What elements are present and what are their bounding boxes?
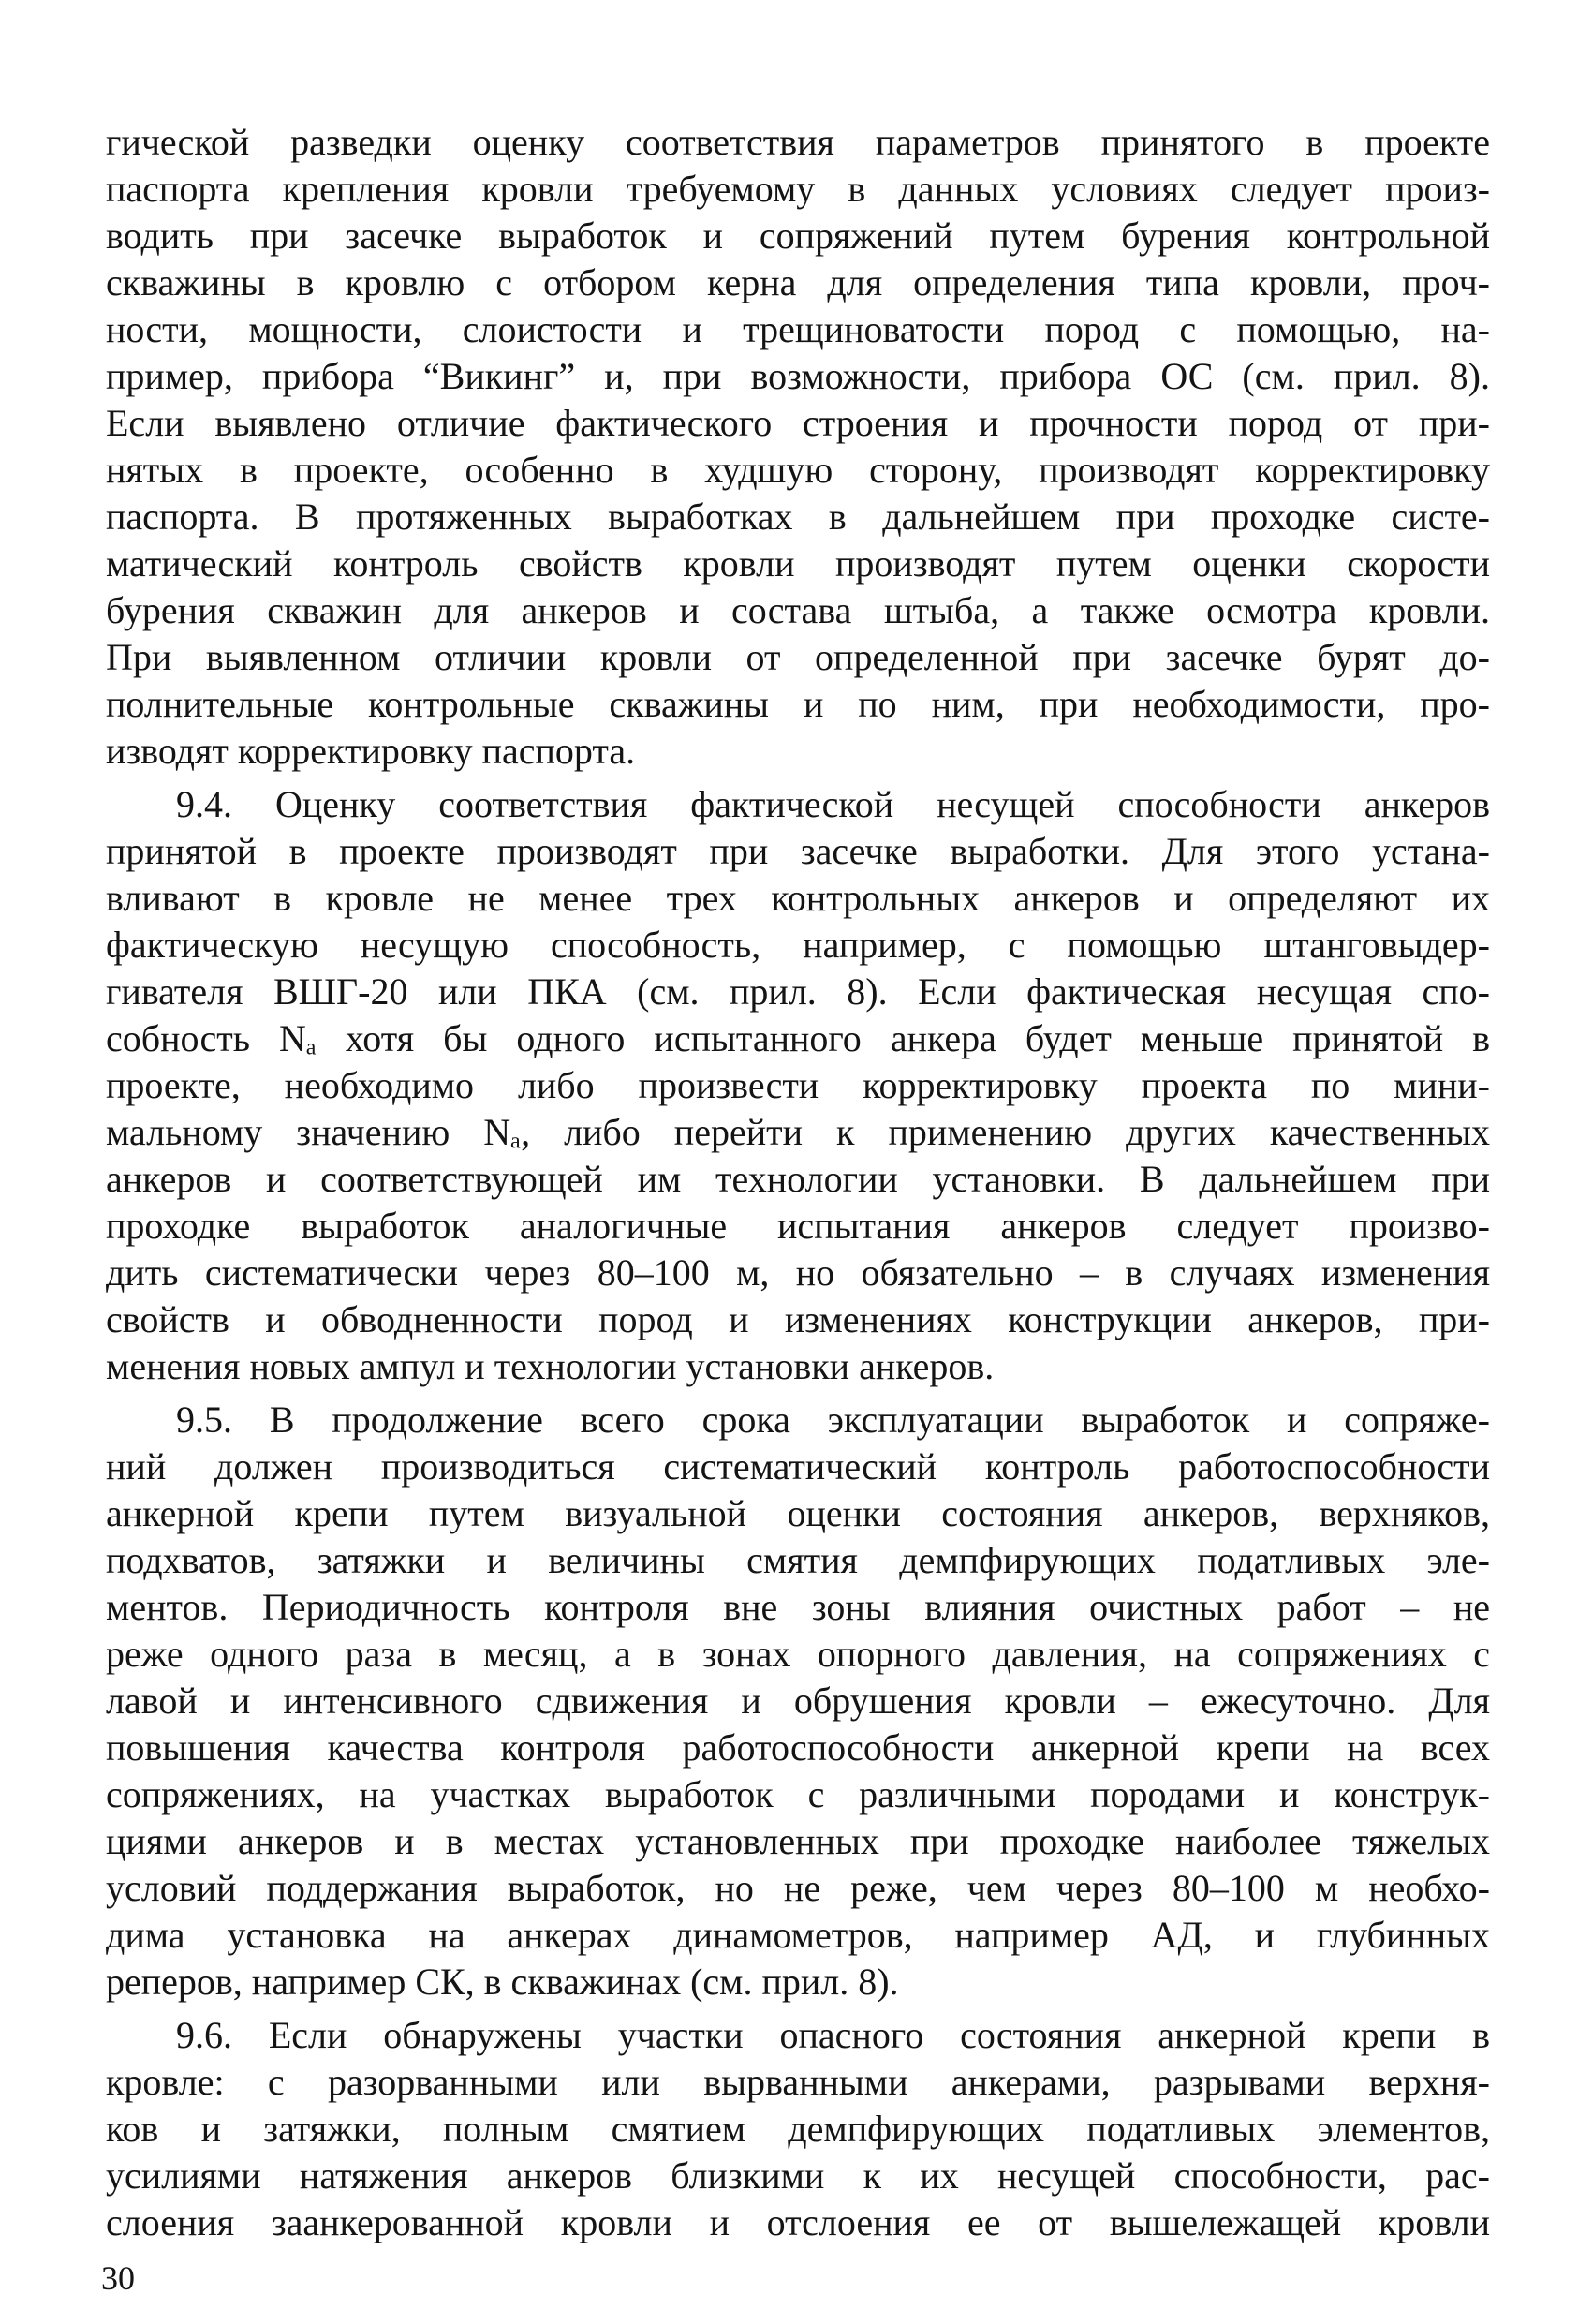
text-line: дить систематически через 80–100 м, но обязательно – в случаях изменения <box>106 1251 1490 1294</box>
text-line: реперов, например СК, в скважинах (см. прил. 8). <box>106 1961 899 2003</box>
text-line: свойств и обводненности пород и изменениях конструкции анкеров, при- <box>106 1298 1490 1340</box>
text-line: мальному значению Nₐ, либо перейти к применению других качественных <box>106 1111 1490 1153</box>
text-line: слоения заанкерованной кровли и отслоения ее от вышележащей кровли <box>106 2201 1490 2243</box>
text-line: бурения скважин для анкеров и состава штыба, а также осмотра кровли. <box>106 589 1490 631</box>
text-line: вливают в кровле не менее трех контрольных анкеров и определяют их <box>106 877 1490 919</box>
text-line: ности, мощности, слоистости и трещиноватости пород с помощью, на- <box>106 308 1490 350</box>
text-line: сопряжениях, на участках выработок с различными породами и конструк- <box>106 1773 1490 1815</box>
text-line: Если выявлено отличие фактического строения и прочности пород от при- <box>106 402 1490 444</box>
text-line: проекте, необходимо либо произвести корректировку проекта по мини- <box>106 1064 1490 1106</box>
text-line: фактическую несущую способность, например, с помощью штангoвыдер- <box>106 924 1490 966</box>
text-line: принятой в проекте производят при засечке выработки. Для этого устана- <box>106 830 1490 872</box>
text-line: реже одного раза в месяц, а в зонах опорного давления, на сопряжениях с <box>106 1633 1490 1675</box>
text-line: ментов. Периодичность контроля вне зоны влияния очистных работ – не <box>106 1586 1490 1628</box>
text-line: изводят корректировку паспорта. <box>106 730 636 772</box>
text-line: условий поддержания выработок, но не реже, чем через 80–100 м необхо- <box>106 1867 1490 1909</box>
text-line: паспорта. В протяженных выработках в дальнейшем при проходке систе- <box>106 496 1490 538</box>
text-line: матический контроль свойств кровли производят путем оценки скорости <box>106 542 1490 585</box>
text-line: водить при засечке выработок и сопряжений путем бурения контрольной <box>106 215 1490 257</box>
text-line: проходке выработок аналогичные испытания анкеров следует произво- <box>106 1205 1490 1247</box>
text-line: пример, прибора “Викинг” и, при возможности, прибора ОС (см. прил. 8). <box>106 355 1490 397</box>
text-line: гивателя ВШГ-20 или ПКА (см. прил. 8). Если фактическая несущая спо- <box>106 970 1490 1013</box>
text-line: дима установка на анкерах динамометров, например АД, и глубинных <box>106 1914 1490 1956</box>
text-line: анкерной крепи путем визуальной оценки состояния анкеров, верхняков, <box>106 1492 1490 1534</box>
text-line: повышения качества контроля работоспособности анкерной крепи на всех <box>106 1726 1490 1769</box>
text-line: подхватов, затяжки и величины смятия демпфирующих податливых эле- <box>106 1539 1490 1581</box>
text-line: кровле: с разорванными или вырванными анкерами, разрывами верхня- <box>106 2061 1490 2103</box>
text-line: анкеров и соответствующей им технологии установки. В дальнейшем при <box>106 1158 1490 1200</box>
text-line: усилиями натяжения анкеров близкими к их несущей способности, рас- <box>106 2154 1490 2197</box>
text-line: ков и затяжки, полным смятием демпфирующих податливых элементов, <box>106 2108 1490 2150</box>
text-line: скважины в кровлю с отбором керна для определения типа кровли, проч- <box>106 261 1490 303</box>
text-line: лавой и интенсивного сдвижения и обрушения кровли – ежесуточно. Для <box>106 1680 1490 1722</box>
text-line: собность Nₐ хотя бы одного испытанного анкера будет меньше принятой в <box>106 1017 1490 1059</box>
text-line: паспорта крепления кровли требуемому в данных условиях следует произ- <box>106 168 1490 210</box>
text-line: гической разведки оценку соответствия параметров принятого в проекте <box>106 121 1490 163</box>
text-line: циями анкеров и в местах установленных при проходке наиболее тяжелых <box>106 1820 1490 1862</box>
paragraph-9-4-start: 9.4. Оценку соответствия фактической несущей способности анкеров <box>176 783 1490 825</box>
page-number: 30 <box>101 2259 135 2297</box>
text-line: ний должен производиться систематический контроль работоспособности <box>106 1445 1490 1488</box>
text-line: менения новых ампул и технологии установки анкеров. <box>106 1345 995 1387</box>
paragraph-9-5-start: 9.5. В продолжение всего срока эксплуатации выработок и сопряже- <box>176 1399 1490 1441</box>
text-line: При выявленном отличии кровли от определенной при засечке бурят до- <box>106 636 1490 678</box>
paragraph-9-6-start: 9.6. Если обнаружены участки опасного состояния анкерной крепи в <box>176 2014 1490 2056</box>
text-line: полнительные контрольные скважины и по ним, при необходимости, про- <box>106 683 1490 725</box>
text-line: нятых в проекте, особенно в худшую сторону, производят корректировку <box>106 449 1490 491</box>
